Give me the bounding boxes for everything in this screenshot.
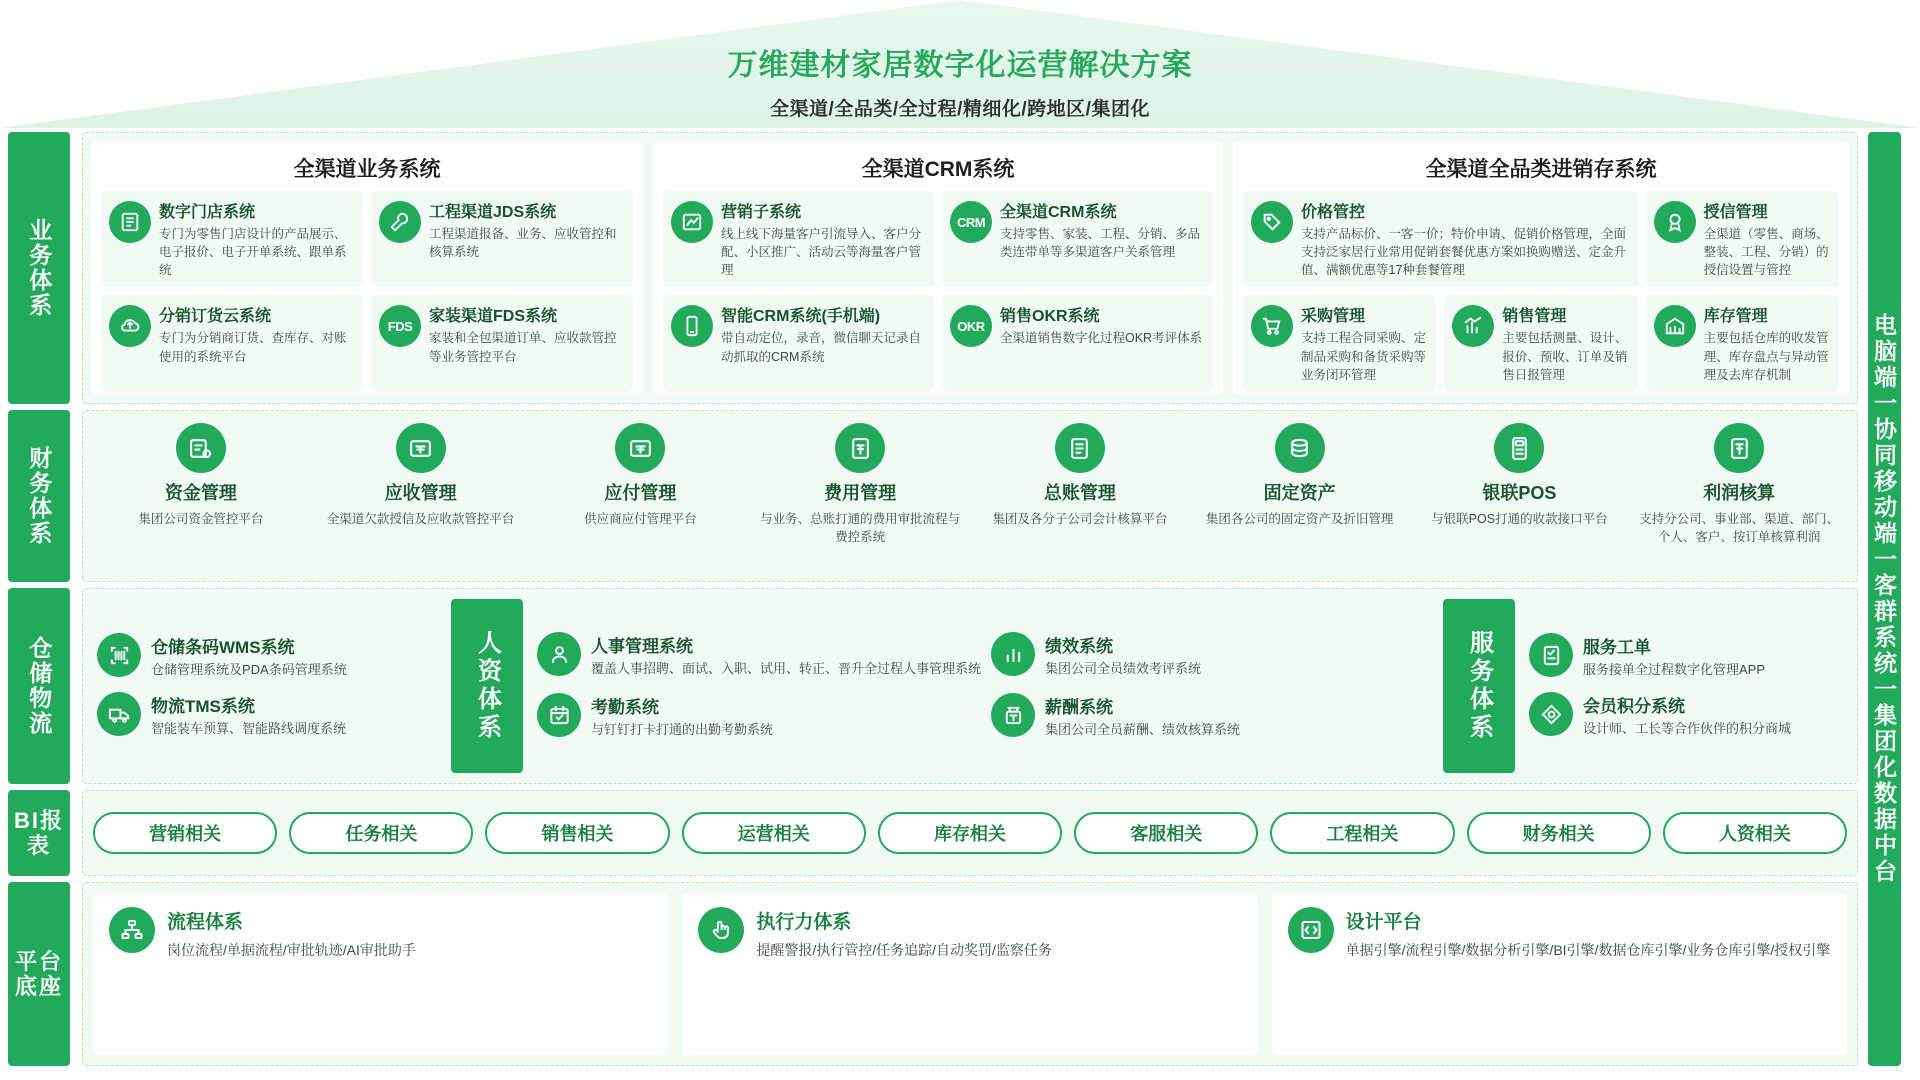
finance-desc: 集团各公司的固定资产及折旧管理 [1205, 512, 1394, 526]
card-body [429, 199, 625, 279]
column-title: 全渠道业务系统 [293, 158, 441, 181]
bi-pill-inventory[interactable]: 库存相关 [878, 812, 1062, 854]
rail-item-bi: BI报表 [8, 790, 70, 876]
card-title: 家装渠道FDS系统 [429, 308, 558, 326]
card-title: 价格管控 [1301, 204, 1366, 221]
service-section-label: 服务体系 [1443, 599, 1515, 773]
card-mobile-crm[interactable] [663, 295, 934, 391]
card-desc: 主要包括测量、设计、报价、预收、订单及销售日报管理 [1502, 331, 1628, 382]
bi-band [82, 790, 1858, 876]
column-title: 全渠道CRM系统 [861, 158, 1015, 181]
card-marketing[interactable] [663, 191, 934, 287]
bi-pill-sales[interactable]: 销售相关 [485, 812, 669, 854]
service-item-points[interactable] [1529, 692, 1849, 739]
row-body [151, 633, 347, 680]
card-desc: 工程渠道报备、业务、应收管控和核算系统 [429, 227, 617, 260]
row-body [1045, 693, 1240, 740]
hr-block [531, 597, 1435, 775]
row-title: 物流TMS系统 [151, 697, 255, 716]
wrench-icon [379, 201, 421, 243]
card-desc: 支持产品标价、一客一价；特价申请、促销价格管理，全面支持泛家居行业常用促销套餐优惠方案如换购赠送、定金升值、满额优惠等17种套餐管理 [1301, 227, 1627, 278]
row-body [591, 632, 981, 679]
ledger-icon [1055, 423, 1105, 473]
rail-item-warehouse: 仓储物流 [8, 588, 70, 784]
right-rail-label: 电脑端一协同移动端一客群系统一集团化数据中台 [1868, 132, 1901, 1066]
page-subtitle: 全渠道/全品类/全过程/精细化/跨地区/集团化 [770, 99, 1150, 120]
design-icon [1288, 907, 1334, 953]
hr-columns [537, 632, 1435, 740]
card-grid [101, 191, 633, 392]
card-desc: 家装和全包渠道订单、应收款管控等业务管控平台 [429, 331, 617, 364]
platform-title: 执行力体系 [756, 912, 852, 933]
finance-title: 总账管理 [1043, 483, 1116, 503]
bi-pill-hr[interactable]: 人资相关 [1663, 812, 1847, 854]
platform-item-execution[interactable] [682, 893, 1257, 1055]
finance-item-asset[interactable] [1190, 419, 1410, 573]
card-title: 销售管理 [1502, 308, 1567, 326]
finance-desc: 支持分公司、事业部、渠道、部门、个人、客户、按订单核算利润 [1639, 512, 1840, 545]
card-title: 营销子系统 [721, 204, 802, 221]
finance-desc: 全渠道欠款授信及应收款管控平台 [326, 512, 515, 526]
card-body [1704, 303, 1831, 383]
card-credit[interactable] [1646, 191, 1839, 287]
row-desc: 设计师、工长等合作伙伴的积分商城 [1583, 721, 1792, 736]
payable-icon [615, 423, 665, 473]
card-body [1301, 303, 1428, 383]
hr-item-salary[interactable] [991, 693, 1435, 740]
hr-section-label: 人资体系 [451, 599, 523, 773]
warehouse-block [91, 597, 443, 775]
card-title: 工程渠道JDS系统 [429, 204, 557, 221]
card-title: 分销订货云系统 [159, 308, 272, 326]
card-grid [663, 191, 1213, 392]
finance-item-receivable[interactable] [311, 419, 531, 573]
profit-icon [1714, 423, 1764, 473]
inventory-icon [1654, 305, 1696, 347]
finance-title: 固定资产 [1263, 483, 1336, 503]
card-desc: 全渠道（零售、商场、整装、工程、分销）的授信设置与管控 [1703, 227, 1829, 278]
business-column-erp [1233, 141, 1849, 395]
salary-icon [991, 693, 1035, 737]
row-desc: 与钉钉打卡打通的出勤考勤系统 [591, 722, 774, 737]
platform-item-design[interactable] [1272, 893, 1847, 1055]
card-desc: 主要包括仓库的收发管理、库存盘点与异动管理及去库存机制 [1703, 331, 1829, 382]
fund-icon [176, 423, 226, 473]
platform-title: 设计平台 [1345, 912, 1422, 933]
card-jds[interactable] [371, 191, 633, 287]
finance-title: 应收管理 [384, 483, 457, 503]
row-desc: 集团公司全员薪酬、绩效核算系统 [1045, 722, 1241, 737]
bi-pill-task[interactable]: 任务相关 [289, 812, 473, 854]
card-purchase[interactable] [1243, 295, 1436, 391]
price-tag-icon [1251, 201, 1293, 243]
row-title: 仓储条码WMS系统 [151, 638, 295, 658]
warehouse-item-wms[interactable] [97, 633, 443, 680]
card-desc: 专门为零售门店设计的产品展示、电子报价、电子开单系统、跟单系统 [159, 227, 347, 278]
bi-pill-finance[interactable]: 财务相关 [1467, 812, 1651, 854]
row-desc: 覆盖人事招聘、面试、入职、试用、转正、晋升全过程人事管理系统 [591, 661, 982, 677]
card-title: 全渠道CRM系统 [1000, 204, 1117, 221]
card-body [721, 303, 926, 383]
left-rail [0, 128, 78, 1072]
service-item-work-order[interactable] [1529, 633, 1849, 680]
card-grid [1243, 191, 1839, 392]
finance-desc: 供应商应付管理平台 [584, 512, 697, 526]
truck-icon [97, 692, 141, 736]
row-title: 绩效系统 [1045, 637, 1113, 657]
card-okr[interactable] [942, 295, 1213, 391]
crm-icon: CRM [950, 201, 992, 243]
platform-desc: 提醒警报/执行管控/任务追踪/自动奖罚/监察任务 [756, 942, 1052, 958]
finance-band [82, 410, 1858, 582]
row-desc: 服务接单全过程数字化管理APP [1583, 662, 1766, 678]
pos-icon [1494, 423, 1544, 473]
card-fds[interactable] [371, 295, 633, 391]
calendar-icon [537, 693, 581, 737]
hr-item-personnel[interactable] [537, 632, 981, 679]
finance-item-ledger[interactable] [970, 419, 1190, 573]
row-title: 会员积分系统 [1583, 697, 1685, 716]
person-icon [537, 632, 581, 676]
business-band [82, 132, 1858, 404]
row-body [1045, 632, 1201, 679]
warehouse-item-tms[interactable] [97, 692, 443, 739]
platform-band [82, 882, 1858, 1066]
hr-item-performance[interactable] [991, 632, 1435, 679]
finance-desc: 与业务、总账打通的费用审批流程与费控系统 [760, 512, 961, 545]
platform-desc: 岗位流程/单据流程/审批轨迹/AI审批助手 [167, 942, 416, 958]
purchase-icon [1251, 305, 1293, 347]
card-title: 库存管理 [1703, 308, 1768, 326]
cloud-upload-icon [109, 305, 151, 347]
finance-title: 资金管理 [164, 483, 237, 503]
row-desc: 仓储管理系统及PDA条码管理系统 [151, 662, 347, 678]
card-desc: 全渠道销售数字化过程OKR考评体系 [1000, 331, 1203, 346]
card-body [1000, 199, 1205, 279]
card-body [1704, 199, 1831, 279]
card-desc: 支持零售、家装、工程、分销、多品类连带单等多渠道客户关系管理 [1000, 227, 1201, 260]
points-icon [1529, 692, 1573, 736]
card-title: 数字门店系统 [159, 204, 256, 221]
card-title: 销售OKR系统 [1000, 308, 1100, 326]
sales-icon [1452, 305, 1494, 347]
roof-banner [0, 0, 1920, 128]
finance-title: 应付管理 [604, 483, 677, 503]
finance-title: 银联POS [1482, 483, 1557, 503]
card-crm[interactable] [942, 191, 1213, 287]
business-column-crm [653, 141, 1223, 395]
receivable-icon [396, 423, 446, 473]
business-column-channel [91, 141, 643, 395]
platform-body [1346, 907, 1831, 961]
card-body [1502, 303, 1629, 383]
finance-title: 费用管理 [824, 483, 897, 503]
row-title: 人事管理系统 [591, 637, 693, 657]
card-desc: 带自动定位，录音，微信聊天记录自动抓取的CRM系统 [721, 331, 922, 364]
platform-desc: 单据引擎/流程引擎/数据分析引擎/BI引擎/数据仓库引擎/业务仓库引擎/授权引擎 [1345, 942, 1831, 958]
card-body [1000, 303, 1202, 383]
card-body [721, 199, 926, 279]
rail-item-business: 业务体系 [8, 132, 70, 404]
finance-desc: 集团及各分子公司会计核算平台 [992, 512, 1168, 526]
credit-icon [1654, 201, 1696, 243]
flow-icon [109, 907, 155, 953]
card-desc: 专门为分销商订货、查库存、对账使用的系统平台 [159, 331, 347, 364]
hr-column-left [537, 632, 981, 740]
platform-title: 流程体系 [167, 912, 244, 933]
row-body [151, 692, 346, 739]
rail-item-finance: 财务体系 [8, 410, 70, 582]
expense-icon [835, 423, 885, 473]
right-rail [1864, 128, 1920, 1072]
operations-band [82, 588, 1858, 784]
page-title: 万维建材家居数字化运营解决方案 [727, 49, 1193, 82]
finance-item-fund[interactable] [91, 419, 311, 573]
finance-item-expense[interactable] [750, 419, 970, 573]
card-desc: 线上线下海量客户引流导入、客户分配、小区推广、活动云等海量客户管理 [721, 227, 922, 278]
row-title: 考勤系统 [591, 698, 659, 717]
platform-body [167, 907, 416, 961]
hr-item-attendance[interactable] [537, 693, 981, 740]
card-price-control[interactable] [1243, 191, 1638, 287]
service-block [1523, 597, 1849, 775]
card-body [429, 303, 625, 383]
finance-item-profit[interactable] [1629, 419, 1849, 573]
bi-pill-service[interactable]: 客服相关 [1074, 812, 1258, 854]
card-title: 智能CRM系统(手机端) [721, 308, 881, 326]
finance-item-payable[interactable] [531, 419, 751, 573]
finance-item-pos[interactable] [1410, 419, 1630, 573]
work-order-icon [1529, 633, 1573, 677]
execution-icon [698, 907, 744, 953]
card-title: 授信管理 [1703, 204, 1768, 221]
card-desc: 支持工程合同采购、定制品采购和备货采购等业务闭环管理 [1301, 331, 1427, 382]
row-body [1583, 692, 1791, 739]
finance-desc: 集团公司资金管控平台 [138, 512, 264, 526]
row-desc: 集团公司全员绩效考评系统 [1045, 661, 1202, 677]
card-inventory[interactable] [1646, 295, 1839, 391]
row-body [591, 693, 773, 740]
card-distribution-cloud[interactable] [101, 295, 363, 391]
center-content [78, 128, 1864, 1072]
card-title: 采购管理 [1301, 308, 1366, 326]
fds-icon: FDS [379, 305, 421, 347]
row-desc: 智能装车预算、智能路线调度系统 [151, 721, 347, 736]
platform-body [756, 907, 1052, 961]
row-title: 薪酬系统 [1045, 698, 1113, 717]
chart-up-icon [671, 201, 713, 243]
asset-icon [1275, 423, 1325, 473]
roof-title-group [0, 40, 1920, 121]
card-body [159, 303, 355, 383]
barcode-icon [97, 633, 141, 677]
store-icon [109, 201, 151, 243]
okr-icon: OKR [950, 305, 992, 347]
row-title: 服务工单 [1583, 638, 1651, 658]
card-body [1301, 199, 1630, 279]
card-body [159, 199, 355, 279]
bi-pill-marketing[interactable]: 营销相关 [93, 812, 277, 854]
finance-desc: 与银联POS打通的收款接口平台 [1431, 512, 1608, 526]
row-body [1583, 633, 1765, 680]
bi-pill-engineering[interactable]: 工程相关 [1270, 812, 1454, 854]
rail-item-platform: 平台底座 [8, 882, 70, 1066]
diagram-body [0, 128, 1920, 1080]
bi-pill-operations[interactable]: 运营相关 [682, 812, 866, 854]
column-title: 全渠道全品类进销存系统 [1425, 158, 1657, 181]
mobile-crm-icon [671, 305, 713, 347]
platform-item-flow[interactable] [93, 893, 668, 1055]
performance-icon [991, 632, 1035, 676]
card-sales[interactable] [1444, 295, 1637, 391]
finance-title: 利润核算 [1703, 483, 1776, 503]
hr-column-right [991, 632, 1435, 740]
card-digital-store[interactable] [101, 191, 363, 287]
